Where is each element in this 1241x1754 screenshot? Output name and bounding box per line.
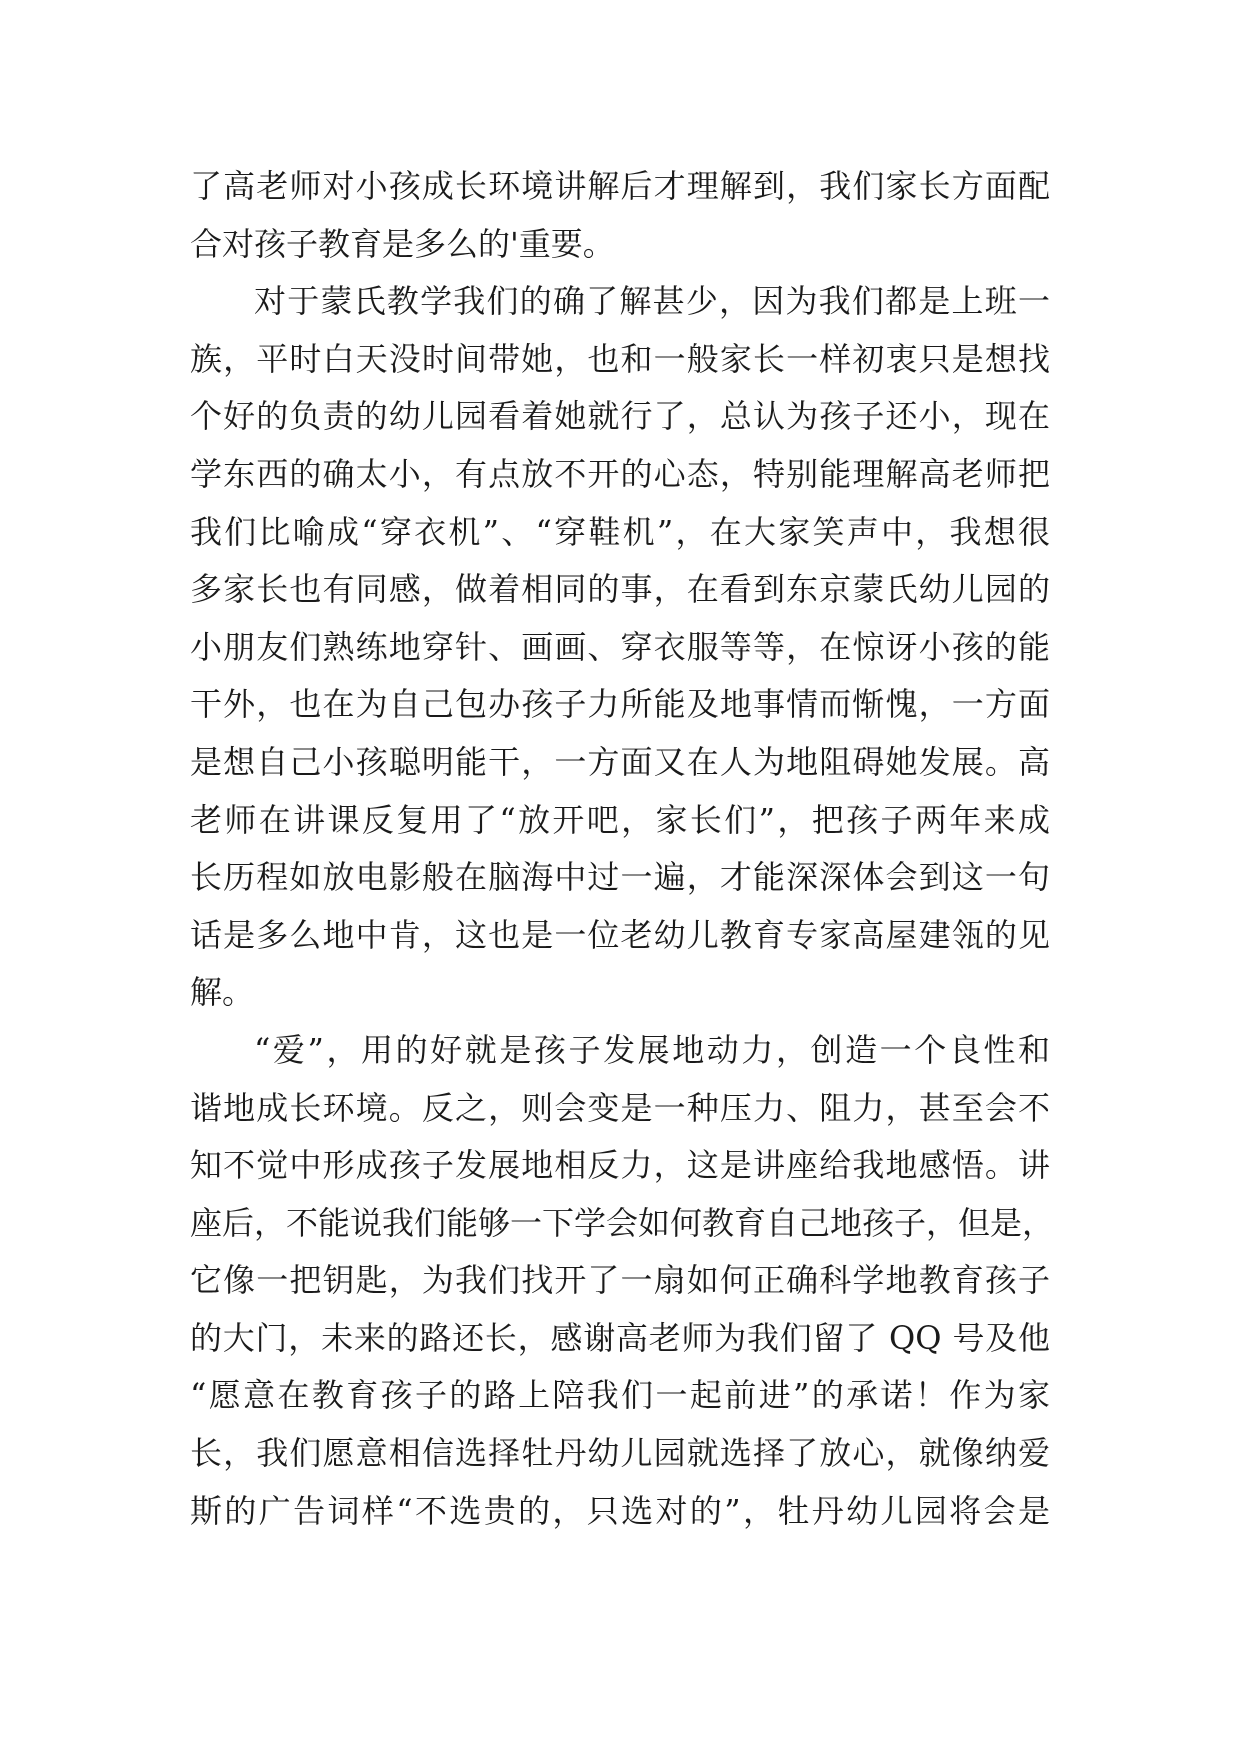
paragraph xyxy=(190,158,1050,273)
text-line: 斯的广告词样“不选贵的，只选对的”，牡丹幼儿园将会是 xyxy=(190,1491,1050,1530)
text-line: 长，我们愿意相信选择牡丹幼儿园就选择了放心，就像纳爱 xyxy=(190,1434,1050,1473)
text-line: 座后，不能说我们能够一下学会如何教育自己地孩子，但是， xyxy=(190,1203,1055,1242)
text-line: 学东西的确太小，有点放不开的心态，特别能理解高老师把 xyxy=(190,454,1050,493)
text-line: 的大门，未来的路还长，感谢高老师为我们留了 QQ 号及他 xyxy=(190,1318,1050,1357)
text-line: 个好的负责的幼儿园看着她就行了，总认为孩子还小，现在 xyxy=(190,397,1050,436)
text-line: “爱”，用的好就是孩子发展地动力，创造一个良性和 xyxy=(254,1030,1050,1069)
text-line: 了高老师对小孩成长环境讲解后才理解到，我们家长方面配 xyxy=(190,167,1050,205)
text-line: 解。 xyxy=(190,973,255,1012)
text-line: 族，平时白天没时间带她，也和一般家长一样初衷只是想找 xyxy=(190,339,1050,378)
text-line: “愿意在教育孩子的路上陪我们一起前进”的承诺！作为家 xyxy=(190,1376,1050,1415)
text-line: 是想自己小孩聪明能干，一方面又在人为地阻碍她发展。高 xyxy=(190,742,1050,781)
text-line: 干外，也在为自己包办孩子力所能及地事情而惭愧，一方面 xyxy=(190,685,1050,724)
text-line: 知不觉中形成孩子发展地相反力，这是讲座给我地感悟。讲 xyxy=(190,1146,1050,1185)
text-line: 对于蒙氏教学我们的确了解甚少，因为我们都是上班一 xyxy=(254,282,1050,321)
text-line: 小朋友们熟练地穿针、画画、穿衣服等等，在惊讶小孩的能 xyxy=(190,627,1050,666)
text-line: 老师在讲课反复用了“放开吧，家长们”，把孩子两年来成 xyxy=(190,800,1050,839)
paragraph xyxy=(190,273,1050,1022)
paragraph xyxy=(190,1022,1055,1540)
text-line: 合对孩子教育是多么的'重要。 xyxy=(190,224,615,263)
text-line: 长历程如放电影般在脑海中过一遍，才能深深体会到这一句 xyxy=(190,858,1050,897)
text-line: 它像一把钥匙，为我们找开了一扇如何正确科学地教育孩子 xyxy=(190,1261,1050,1300)
text-line: 谐地成长环境。反之，则会变是一种压力、阻力，甚至会不 xyxy=(190,1088,1050,1127)
text-line: 我们比喻成“穿衣机”、“穿鞋机”，在大家笑声中，我想很 xyxy=(190,512,1050,551)
document-body xyxy=(190,158,1055,1540)
text-line: 多家长也有同感，做着相同的事，在看到东京蒙氏幼儿园的 xyxy=(190,570,1050,609)
text-line: 话是多么地中肯，这也是一位老幼儿教育专家高屋建瓴的见 xyxy=(190,915,1050,954)
